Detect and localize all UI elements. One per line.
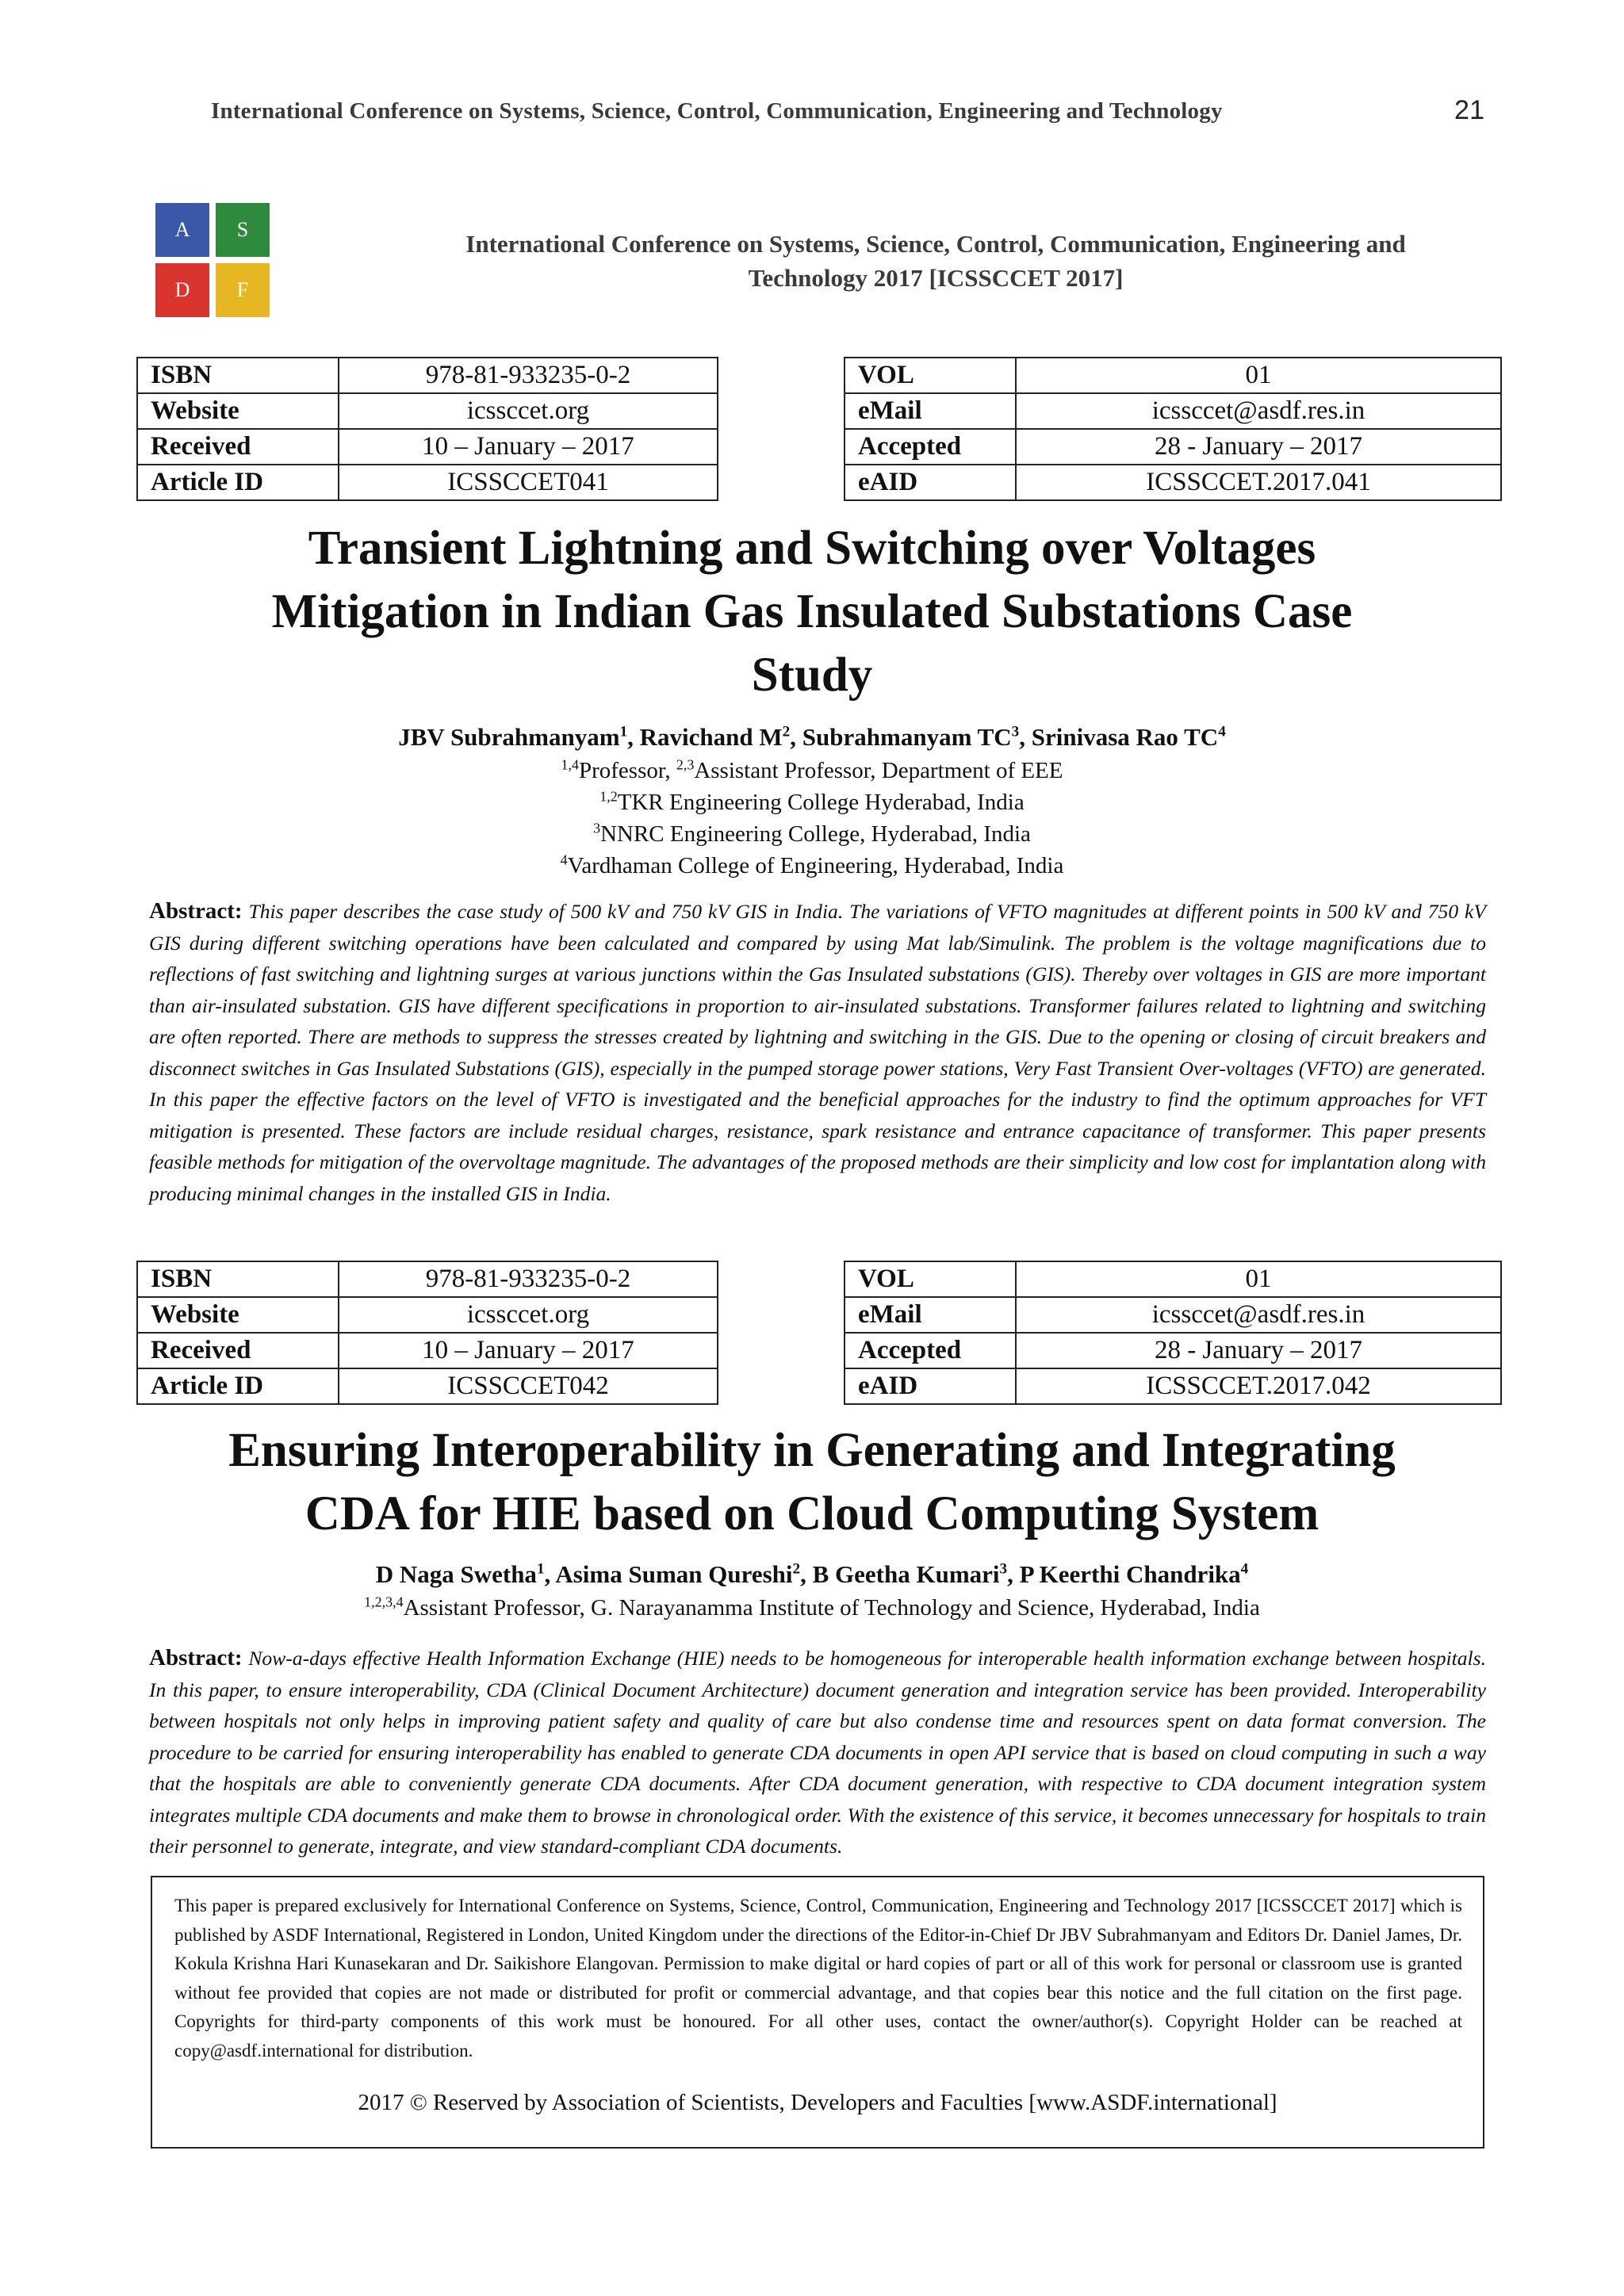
paper1-title-line: Transient Lightning and Switching over Voltages <box>308 522 1316 575</box>
logo-cell-f: F <box>216 263 270 317</box>
table-row <box>137 1261 718 1297</box>
meta-value: icssccet@asdf.res.in <box>1016 393 1501 429</box>
author-sup: 2 <box>792 1560 801 1578</box>
affiliation-line <box>127 850 1497 882</box>
table-row <box>845 1297 1501 1333</box>
table-row <box>137 429 718 465</box>
meta-value: ICSSCCET.2017.041 <box>1016 465 1501 500</box>
meta-value: 10 – January – 2017 <box>339 1333 718 1368</box>
meta-key: Received <box>137 429 339 465</box>
logo-cell-s: S <box>216 203 270 257</box>
running-header-title: International Conference on Systems, Science, Control, Communication, Engineering and Technology <box>211 98 1223 124</box>
meta-value: 01 <box>1016 358 1501 393</box>
author-sup: 1 <box>619 723 628 740</box>
conference-title-line2: Technology 2017 [ICSSCCET 2017] <box>748 264 1124 292</box>
meta-value: 28 - January – 2017 <box>1016 1333 1501 1368</box>
meta-key: Website <box>137 1297 339 1333</box>
meta-key: eMail <box>845 393 1016 429</box>
paper2-title-line: Ensuring Interoperability in Generating and Integrating <box>228 1424 1396 1477</box>
meta-key: VOL <box>845 1261 1016 1297</box>
aff-sup: 3 <box>593 820 601 836</box>
author-sup: 1 <box>536 1560 545 1578</box>
author-sup: 3 <box>999 1560 1008 1578</box>
meta-value: 978-81-933235-0-2 <box>339 1261 718 1297</box>
conference-title-line1: International Conference on Systems, Science, Control, Communication, Engineering and <box>465 230 1406 258</box>
aff-text: Professor, <box>578 758 676 783</box>
meta-value: 978-81-933235-0-2 <box>339 358 718 393</box>
paper2-title-line: CDA for HIE based on Cloud Computing System <box>304 1487 1320 1540</box>
paper1-affiliations <box>127 755 1497 882</box>
affiliation-line <box>127 786 1497 818</box>
aff-text: Assistant Professor, G. Narayanamma Institute of Technology and Science, Hyderabad, India <box>403 1595 1260 1621</box>
affiliation-line <box>127 755 1497 786</box>
meta-key: VOL <box>845 358 1016 393</box>
paper2-affiliations <box>127 1592 1497 1624</box>
author-name: Subrahmanyam TC <box>802 723 1012 751</box>
table-row <box>845 358 1501 393</box>
meta-value: icssccet@asdf.res.in <box>1016 1297 1501 1333</box>
logo-cell-a: A <box>155 203 209 257</box>
paper1-title-line: Mitigation in Indian Gas Insulated Substations Case <box>271 585 1353 638</box>
meta-key: Accepted <box>845 429 1016 465</box>
meta-key: ISBN <box>137 1261 339 1297</box>
author-sup: 4 <box>1240 1560 1249 1578</box>
logo-cell-d: D <box>155 263 209 317</box>
paper2-meta-table-left <box>136 1261 718 1405</box>
table-row <box>137 465 718 500</box>
author-sup: 4 <box>1218 723 1226 740</box>
meta-key: Article ID <box>137 465 339 500</box>
paper1-abstract <box>149 896 1486 1209</box>
meta-value: ICSSCCET.2017.042 <box>1016 1368 1501 1404</box>
author-name: Asima Suman Qureshi <box>555 1560 793 1588</box>
meta-key: Received <box>137 1333 339 1368</box>
paper2-abstract <box>149 1643 1486 1862</box>
table-row <box>137 358 718 393</box>
meta-key: Article ID <box>137 1368 339 1404</box>
copyright-notice-box <box>151 1876 1484 2149</box>
author-sup: 2 <box>782 723 791 740</box>
aff-text: TKR Engineering College Hyderabad, India <box>617 790 1025 815</box>
author-name: D Naga Swetha <box>375 1560 537 1588</box>
table-row <box>137 393 718 429</box>
table-row <box>137 1368 718 1404</box>
author-name: Ravichand M <box>639 723 783 751</box>
table-row <box>845 1368 1501 1404</box>
copyright-line: 2017 © Reserved by Association of Scientists, Developers and Faculties [www.ASDF.international] <box>358 2090 1277 2115</box>
meta-key: Accepted <box>845 1333 1016 1368</box>
meta-key: Website <box>137 393 339 429</box>
page-number: 21 <box>1454 95 1485 125</box>
meta-value: ICSSCCET041 <box>339 465 718 500</box>
paper2-authors: D Naga Swetha$^1$, Asima Suman Qureshi$^2$, B Geetha Kumari$^3$, P Keerthi Chandrika$^4$ <box>375 1560 1249 1588</box>
affiliation-line <box>127 818 1497 850</box>
meta-key: eAID <box>845 465 1016 500</box>
meta-key: ISBN <box>137 358 339 393</box>
paper1-meta-table-left <box>136 357 718 501</box>
abstract-label: Abstract: <box>149 898 243 924</box>
meta-value: icssccet.org <box>339 393 718 429</box>
meta-value: 01 <box>1016 1261 1501 1297</box>
meta-key: eMail <box>845 1297 1016 1333</box>
table-row <box>845 1261 1501 1297</box>
conference-title <box>357 227 1515 295</box>
table-row <box>137 1333 718 1368</box>
meta-value: icssccet.org <box>339 1297 718 1333</box>
aff-text: NNRC Engineering College, Hyderabad, India <box>600 821 1031 847</box>
aff-text: Assistant Professor, Department of EEE <box>694 758 1063 783</box>
abstract-text: This paper describes the case study of 500 kV and 750 kV GIS in India. The variations of VFTO magnitudes at different points in 500 kV and 750 kV GIS during different switching operations have been calculated and compared by using Mat lab/Simulink. The problem is the voltage magnifications due to reflections of fast switching and lightning surges at various junctions within the Gas Insulated substations (GIS). Thereby over voltages in GIS are more important than air-insulated substation. GIS have different specifications in proportion to air-insulated substations. Transformer failures related to lightning and switching are often reported. There are methods to suppress the stresses created by lightning and switching in the GIS. Due to the opening or closing of circuit breakers and disconnect switches in Gas Insulated Substations (GIS), especially in the pumped storage power stations, Very Fast Transient Over-voltages (VFTO) are generated. In this paper the effective factors on the level of VFTO is investigated and the beneficial approaches for the industry to find the optimum approaches for VFT mitigation is presented. These factors are include residual charges, resistance, spark resistance and entrance capacitance of transformer. This paper presents feasible methods for mitigation of the overvoltage magnitude. The advantages of the proposed methods are their simplicity and low cost for implantation along with producing minimal changes in the installed GIS in India. <box>149 900 1487 1205</box>
author-name: Srinivasa Rao TC <box>1031 723 1219 751</box>
aff-sup: 1,4 <box>561 756 579 773</box>
author-name: JBV Subrahmanyam <box>398 723 620 751</box>
table-row <box>845 393 1501 429</box>
paper1-meta-table-right <box>844 357 1502 501</box>
paper2-title <box>127 1419 1497 1546</box>
table-row <box>845 429 1501 465</box>
aff-sup: 4 <box>560 851 568 868</box>
paper1-authors: JBV Subrahmanyam$^1$, Ravichand $M^2$, Subrahmanyam $TC^3$, Srinivasa Rao $TC^4$ <box>398 723 1226 751</box>
affiliation-line <box>127 1592 1497 1624</box>
paper1-title-line: Study <box>751 649 873 702</box>
paper1-title <box>127 517 1497 707</box>
aff-sup: 1,2,3,4 <box>364 1594 404 1610</box>
author-name: B Geetha Kumari <box>812 1560 1000 1588</box>
permission-notice: This paper is prepared exclusively for International Conference on Systems, Science, Control, Communication, Engineering and Technology 2017 [ICSSCCET 2017] which is published by ASDF International, Registered in London, United Kingdom under the directions of the Editor-in-Chief Dr JBV Subrahmanyam and Editors Dr. Daniel James, Dr. Kokula Krishna Hari Kunasekaran and Dr. Saikishore Elangovan. Permission to make digital or hard copies of part or all of this work for personal or classroom use is granted without fee provided that copies are not made or distributed for profit or commercial advantage, and that copies bear this notice and the full citation on the first page. Copyrights for third-party components of this work must be honoured. For all other uses, contact the owner/author(s). Copyright Holder can be reached at copy@asdf.international for distribution. <box>174 1896 1462 2061</box>
author-name: P Keerthi Chandrika <box>1019 1560 1241 1588</box>
abstract-text: Now-a-days effective Health Information Exchange (HIE) needs to be homogeneous for interoperable health information exchange between hospitals. In this paper, to ensure interoperability, CDA (Clinical Document Architecture) document generation and integration service has been provided. Interoperability between hospitals not only helps in improving patient safety and quality of care but also condense time and resources spent on data format conversion. The procedure to be carried for ensuring interoperability has enabled to generate CDA documents in open API service that is based on cloud computing in such a way that the hospitals are able to conveniently generate CDA documents. After CDA document generation, with respective to CDA document integration system integrates multiple CDA documents and make them to browse in chronological order. With the existence of this service, it becomes unnecessary for hospitals to train their personnel to generate, integrate, and view standard-compliant CDA documents. <box>149 1647 1486 1858</box>
aff-sup: 1,2 <box>599 788 618 805</box>
aff-text: Vardhaman College of Engineering, Hyderabad, India <box>567 853 1064 878</box>
asdf-logo <box>155 203 273 320</box>
table-row <box>137 1297 718 1333</box>
meta-value: 28 - January – 2017 <box>1016 429 1501 465</box>
paper2-meta-table-right <box>844 1261 1502 1405</box>
table-row <box>845 1333 1501 1368</box>
meta-value: ICSSCCET042 <box>339 1368 718 1404</box>
meta-value: 10 – January – 2017 <box>339 429 718 465</box>
table-row <box>845 465 1501 500</box>
abstract-label: Abstract: <box>149 1645 243 1670</box>
meta-key: eAID <box>845 1368 1016 1404</box>
author-sup: 3 <box>1011 723 1020 740</box>
aff-sup: 2,3 <box>676 756 695 773</box>
